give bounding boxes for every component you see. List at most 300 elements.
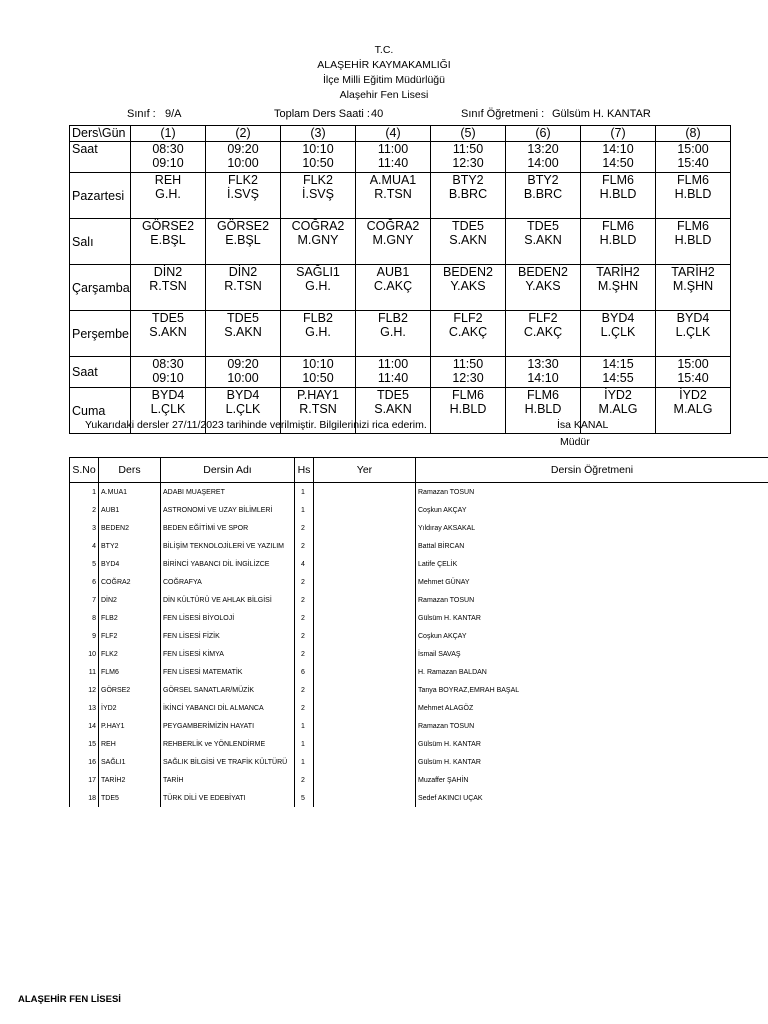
day-label (70, 311, 131, 357)
lesson-cell-text: C.AKÇ (523, 325, 563, 339)
period-header (356, 126, 431, 142)
lesson-cell (281, 219, 356, 265)
cell-code: BEDEN2 (99, 519, 161, 537)
day-label (70, 265, 131, 311)
cell-name: REHBERLİK ve YÖNLENDİRME (161, 735, 295, 753)
lesson-cell-text: H.BLD (449, 402, 487, 416)
time-cell-text: 14:15 (602, 357, 634, 371)
lesson-cell-text: İ.SVŞ (227, 187, 259, 201)
period-header (431, 126, 506, 142)
lesson-cell-text: R.TSN (224, 279, 262, 293)
cell-no: 2 (70, 501, 99, 519)
time-cell (356, 357, 431, 388)
time-cell-text: 11:40 (377, 371, 409, 385)
cell-code: SAĞLI1 (99, 753, 161, 771)
cell-teacher: Mehmet GÜNAY (416, 573, 768, 591)
cell-no: 4 (70, 537, 99, 555)
table-row (70, 645, 768, 663)
time-cell-text: 14:50 (602, 156, 634, 170)
cell-code: REH (99, 735, 161, 753)
lesson-cell-text: B.BRC (523, 187, 563, 201)
table-row (70, 591, 768, 609)
cell-code: COĞRA2 (99, 573, 161, 591)
principal-name: İsa KANAL (557, 419, 609, 431)
lesson-cell-text: E.BŞL (225, 233, 261, 247)
table-row (70, 771, 768, 789)
lesson-cell (581, 173, 656, 219)
cell-name: PEYGAMBERİMİZİN HAYATI (161, 717, 295, 735)
cell-place (314, 753, 416, 771)
lesson-cell-text: FLF2 (528, 311, 558, 325)
lesson-cell (131, 311, 206, 357)
lesson-cell-text: M.ŞHN (672, 279, 714, 293)
cell-teacher: Ramazan TOSUN (416, 483, 768, 502)
lesson-cell-text: L.ÇLK (225, 402, 261, 416)
table-row (70, 717, 768, 735)
header-place: Yer (314, 458, 416, 483)
cell-place (314, 519, 416, 537)
cell-name: DİN KÜLTÜRÜ VE AHLAK BİLGİSİ (161, 591, 295, 609)
lesson-cell-text: M.ALG (673, 402, 713, 416)
lesson-cell-text: BTY2 (527, 173, 559, 187)
lesson-cell-text: Y.AKS (525, 279, 561, 293)
time-cell (206, 142, 281, 173)
lesson-cell-text: C.AKÇ (448, 325, 488, 339)
cell-place (314, 555, 416, 573)
table-row (70, 699, 768, 717)
period-header-text: (5) (460, 126, 476, 140)
time-cell (281, 357, 356, 388)
cell-code: TDE5 (99, 789, 161, 807)
lesson-cell-text: TARİH2 (671, 265, 715, 279)
lesson-cell-text: COĞRA2 (291, 219, 345, 233)
lesson-cell-text: REH (154, 173, 182, 187)
cell-teacher: Coşkun AKÇAY (416, 627, 768, 645)
cell-name: FEN LİSESİ KİMYA (161, 645, 295, 663)
lesson-cell-text: M.GNY (297, 233, 339, 247)
time-cell-text: 10:00 (227, 156, 259, 170)
lesson-cell-text: TDE5 (377, 388, 409, 402)
header-line-school: Alaşehir Fen Lisesi (339, 89, 429, 101)
time-cell-text: 10:50 (302, 371, 334, 385)
cell-teacher: H. Ramazan BALDAN (416, 663, 768, 681)
cell-hours: 5 (295, 789, 314, 807)
bottom-school-label: ALAŞEHİR FEN LİSESİ (18, 994, 121, 1005)
time-cell-text: 11:00 (377, 357, 409, 371)
lesson-cell (506, 173, 581, 219)
lesson-cell-text: R.TSN (149, 279, 187, 293)
lesson-cell (656, 388, 731, 434)
cell-no: 16 (70, 753, 99, 771)
lesson-cell-text: H.BLD (524, 402, 562, 416)
cell-place (314, 501, 416, 519)
cell-name: BİRİNCİ YABANCI DİL İNGİLİZCE (161, 555, 295, 573)
cell-no: 10 (70, 645, 99, 663)
lesson-cell (431, 311, 506, 357)
lesson-cell-text: TDE5 (152, 311, 184, 325)
lesson-cell-text: H.BLD (599, 187, 637, 201)
lesson-cell (281, 265, 356, 311)
class-value: 9/A (165, 108, 182, 120)
cell-name: TARİH (161, 771, 295, 789)
cell-code: FLK2 (99, 645, 161, 663)
saat-label (70, 142, 131, 173)
lesson-cell-text: S.AKN (449, 233, 487, 247)
time-cell-text: 11:50 (452, 357, 484, 371)
lesson-cell-text: B.BRC (448, 187, 488, 201)
lesson-cell-text: G.H. (155, 187, 181, 201)
lesson-cell-text: BYD4 (226, 388, 260, 402)
time-cell (656, 142, 731, 173)
cell-no: 5 (70, 555, 99, 573)
period-header-text: (8) (685, 126, 701, 140)
lesson-cell-text: TDE5 (527, 219, 559, 233)
cell-code: FLB2 (99, 609, 161, 627)
lesson-cell-text: H.BLD (599, 233, 637, 247)
table-row (70, 555, 768, 573)
lesson-cell (581, 311, 656, 357)
period-header-text: (1) (160, 126, 176, 140)
lesson-cell-text: İ.SVŞ (302, 187, 334, 201)
day-label-text: Salı (72, 234, 94, 249)
lesson-cell-text: L.ÇLK (150, 402, 186, 416)
time-cell-text: 15:40 (677, 371, 709, 385)
cell-code: FLF2 (99, 627, 161, 645)
lesson-cell (131, 265, 206, 311)
time-cell-text: 09:10 (152, 156, 184, 170)
cell-teacher: Yıldıray AKSAKAL (416, 519, 768, 537)
lesson-cell-text: DİN2 (228, 265, 258, 279)
cell-no: 17 (70, 771, 99, 789)
lesson-cell (356, 311, 431, 357)
cell-teacher: Ramazan TOSUN (416, 717, 768, 735)
time-cell-text: 10:10 (302, 142, 334, 156)
table-row (70, 483, 768, 502)
cell-name: GÖRSEL SANATLAR/MÜZİK (161, 681, 295, 699)
header-course-name: Dersin Adı (161, 458, 295, 483)
lesson-cell (506, 219, 581, 265)
cell-name: FEN LİSESİ BİYOLOJİ (161, 609, 295, 627)
cell-hours: 1 (295, 735, 314, 753)
cell-hours: 2 (295, 681, 314, 699)
lesson-cell-text: TDE5 (227, 311, 259, 325)
lesson-cell-text: R.TSN (299, 402, 337, 416)
header-hours: Hs (295, 458, 314, 483)
time-cell-text: 15:40 (677, 156, 709, 170)
table-row (70, 735, 768, 753)
cell-teacher: Gülsüm H. KANTAR (416, 609, 768, 627)
cell-teacher: Mehmet ALAGÖZ (416, 699, 768, 717)
period-header-text: (7) (610, 126, 626, 140)
lesson-cell-text: R.TSN (374, 187, 412, 201)
corner-cell-text: Ders\Gün (72, 126, 126, 140)
cell-code: İYD2 (99, 699, 161, 717)
lesson-cell-text: C.AKÇ (373, 279, 413, 293)
time-cell-text: 15:00 (677, 142, 709, 156)
header-sno: S.No (70, 458, 99, 483)
lesson-cell (431, 219, 506, 265)
cell-code: BTY2 (99, 537, 161, 555)
time-cell (656, 357, 731, 388)
table-row (70, 573, 768, 591)
time-cell-text: 14:00 (527, 156, 559, 170)
lesson-cell-text: FLM6 (527, 388, 559, 402)
cell-hours: 1 (295, 753, 314, 771)
lesson-cell-text: H.BLD (674, 233, 712, 247)
lesson-cell (431, 265, 506, 311)
period-header-text: (4) (385, 126, 401, 140)
lesson-cell-text: BEDEN2 (442, 265, 494, 279)
cell-place (314, 789, 416, 807)
cell-name: COĞRAFYA (161, 573, 295, 591)
cell-code: TARİH2 (99, 771, 161, 789)
cell-name: İKİNCİ YABANCI DİL ALMANCA (161, 699, 295, 717)
time-cell-text: 08:30 (152, 142, 184, 156)
lesson-cell-text: FLK2 (303, 173, 333, 187)
class-label: Sınıf : (127, 108, 156, 120)
cell-teacher: Sedef AKINCI UÇAK (416, 789, 768, 807)
cell-hours: 6 (295, 663, 314, 681)
cell-place (314, 537, 416, 555)
lesson-cell-text: FLB2 (303, 311, 333, 325)
class-teacher-value: Gülsüm H. KANTAR (552, 108, 651, 120)
lesson-cell-text: FLM6 (677, 219, 709, 233)
time-cell (431, 142, 506, 173)
time-cell (431, 357, 506, 388)
cell-name: BİLİŞİM TEKNOLOJİLERİ VE YAZILIM (161, 537, 295, 555)
time-cell (581, 357, 656, 388)
lesson-cell (281, 173, 356, 219)
cell-hours: 2 (295, 537, 314, 555)
cell-code: BYD4 (99, 555, 161, 573)
time-cell-text: 14:55 (602, 371, 634, 385)
cell-hours: 2 (295, 609, 314, 627)
class-teacher-label: Sınıf Öğretmeni : (461, 108, 545, 120)
cell-code: AUB1 (99, 501, 161, 519)
period-header (131, 126, 206, 142)
cell-no: 7 (70, 591, 99, 609)
time-cell (131, 357, 206, 388)
table-row (70, 789, 768, 807)
time-cell-text: 09:20 (227, 357, 259, 371)
lesson-cell-text: L.ÇLK (600, 325, 636, 339)
lesson-cell-text: G.H. (305, 279, 331, 293)
cell-place (314, 591, 416, 609)
cell-name: ADABI MUAŞERET (161, 483, 295, 502)
cell-name: SAĞLIK BİLGİSİ VE TRAFİK KÜLTÜRÜ (161, 753, 295, 771)
cell-hours: 2 (295, 771, 314, 789)
cell-no: 11 (70, 663, 99, 681)
lesson-cell-text: FLM6 (452, 388, 484, 402)
time-cell-text: 11:00 (377, 142, 409, 156)
cell-no: 1 (70, 483, 99, 502)
lesson-cell-text: BEDEN2 (517, 265, 569, 279)
cell-place (314, 609, 416, 627)
lesson-cell-text: G.H. (380, 325, 406, 339)
lesson-cell (506, 311, 581, 357)
cell-name: TÜRK DİLİ VE EDEBİYATI (161, 789, 295, 807)
table-row (70, 663, 768, 681)
day-label-text: Pazartesi (72, 188, 125, 203)
lesson-cell-text: FLK2 (228, 173, 258, 187)
day-label-text: Perşembe (72, 326, 129, 341)
total-hours-label: Toplam Ders Saati : (274, 108, 370, 120)
lesson-cell (581, 219, 656, 265)
lesson-cell (281, 311, 356, 357)
header-code: Ders (99, 458, 161, 483)
table-row (70, 537, 768, 555)
time-cell-text: 12:30 (452, 371, 484, 385)
period-header (281, 126, 356, 142)
lesson-cell (131, 173, 206, 219)
cell-place (314, 735, 416, 753)
lesson-cell-text: M.GNY (372, 233, 414, 247)
cell-teacher: Gülsüm H. KANTAR (416, 753, 768, 771)
lesson-cell-text: L.ÇLK (675, 325, 711, 339)
lesson-cell-text: G.H. (305, 325, 331, 339)
cell-no: 18 (70, 789, 99, 807)
lesson-cell (506, 265, 581, 311)
lesson-cell (581, 265, 656, 311)
time-cell-text: 11:50 (452, 142, 484, 156)
lesson-cell-text: İYD2 (604, 388, 632, 402)
time-cell-text: 08:30 (152, 357, 184, 371)
cell-name: FEN LİSESİ MATEMATİK (161, 663, 295, 681)
lesson-cell-text: S.AKN (224, 325, 262, 339)
cell-hours: 2 (295, 627, 314, 645)
cell-no: 15 (70, 735, 99, 753)
table-row (70, 609, 768, 627)
cell-hours: 1 (295, 483, 314, 502)
lesson-cell-text: SAĞLI1 (296, 265, 340, 279)
lesson-cell-text: DİN2 (153, 265, 183, 279)
lesson-cell-text: BYD4 (676, 311, 710, 325)
lesson-cell (656, 265, 731, 311)
period-header (656, 126, 731, 142)
lesson-cell-text: M.ALG (598, 402, 638, 416)
time-cell-text: 09:10 (152, 371, 184, 385)
cell-place (314, 699, 416, 717)
lesson-cell-text: TDE5 (452, 219, 484, 233)
time-cell (206, 357, 281, 388)
lesson-cell-text: A.MUA1 (369, 173, 417, 187)
lesson-cell (656, 219, 731, 265)
period-header-text: (3) (310, 126, 326, 140)
time-cell-text: 10:00 (227, 371, 259, 385)
cell-place (314, 663, 416, 681)
cell-place (314, 645, 416, 663)
lesson-cell (206, 311, 281, 357)
lesson-cell (431, 388, 506, 434)
lesson-cell (206, 265, 281, 311)
cell-name: ASTRONOMİ VE UZAY BİLİMLERİ (161, 501, 295, 519)
time-cell-text: 13:20 (527, 142, 559, 156)
lesson-cell-text: AUB1 (376, 265, 410, 279)
lesson-cell-text: E.BŞL (150, 233, 186, 247)
lesson-cell (656, 311, 731, 357)
saat-label-text: Saat (72, 142, 98, 156)
cell-code: GÖRSE2 (99, 681, 161, 699)
cell-no: 8 (70, 609, 99, 627)
cell-hours: 1 (295, 501, 314, 519)
corner-cell (70, 126, 131, 142)
day-label (70, 173, 131, 219)
table-row (70, 501, 768, 519)
cell-hours: 2 (295, 573, 314, 591)
saat-label (70, 357, 131, 388)
cell-no: 12 (70, 681, 99, 699)
lesson-cell-text: FLM6 (602, 173, 634, 187)
day-label (70, 219, 131, 265)
lesson-cell-text: BYD4 (601, 311, 635, 325)
cell-place (314, 573, 416, 591)
period-header-text: (6) (535, 126, 551, 140)
cell-teacher: Coşkun AKÇAY (416, 501, 768, 519)
cell-hours: 4 (295, 555, 314, 573)
day-label-text: Cuma (72, 403, 106, 418)
lesson-cell (356, 173, 431, 219)
cell-teacher: Gülsüm H. KANTAR (416, 735, 768, 753)
table-row (70, 681, 768, 699)
header-line-tc: T.C. (374, 44, 394, 56)
cell-hours: 1 (295, 717, 314, 735)
time-cell-text: 09:20 (227, 142, 259, 156)
lesson-cell-text: FLF2 (453, 311, 483, 325)
cell-hours: 2 (295, 519, 314, 537)
lesson-cell (206, 219, 281, 265)
period-header (206, 126, 281, 142)
cell-no: 13 (70, 699, 99, 717)
lesson-cell (206, 173, 281, 219)
lesson-cell (656, 173, 731, 219)
cell-code: A.MUA1 (99, 483, 161, 502)
time-cell-text: 11:40 (377, 156, 409, 170)
header-line-kaymakamlik: ALAŞEHİR KAYMAKAMLIĞI (317, 59, 451, 71)
cell-place (314, 717, 416, 735)
cell-no: 9 (70, 627, 99, 645)
cell-no: 3 (70, 519, 99, 537)
lesson-cell-text: S.AKN (374, 402, 412, 416)
lesson-cell-text: İYD2 (679, 388, 707, 402)
cell-code: DİN2 (99, 591, 161, 609)
cell-no: 14 (70, 717, 99, 735)
time-cell-text: 12:30 (452, 156, 484, 170)
table-row (70, 753, 768, 771)
lesson-cell-text: M.ŞHN (597, 279, 639, 293)
period-header-text: (2) (235, 126, 251, 140)
time-cell (281, 142, 356, 173)
cell-name: FEN LİSESİ FİZİK (161, 627, 295, 645)
header-line-mudurluk: İlçe Milli Eğitim Müdürlüğü (323, 74, 445, 86)
lesson-cell-text: S.AKN (149, 325, 187, 339)
time-cell (581, 142, 656, 173)
header-teacher: Dersin Öğretmeni (416, 458, 768, 483)
table-row (70, 627, 768, 645)
lesson-cell-text: Y.AKS (450, 279, 486, 293)
lesson-cell-text: H.BLD (674, 187, 712, 201)
total-hours-value: 40 (371, 108, 384, 120)
lesson-cell-text: BTY2 (452, 173, 484, 187)
period-header (581, 126, 656, 142)
cell-teacher: Latife ÇELİK (416, 555, 768, 573)
cell-place (314, 483, 416, 502)
lesson-cell-text: S.AKN (524, 233, 562, 247)
lesson-cell-text: TARİH2 (596, 265, 640, 279)
lesson-cell (431, 173, 506, 219)
principal-title: Müdür (560, 436, 590, 448)
lesson-cell (131, 219, 206, 265)
cell-hours: 2 (295, 699, 314, 717)
